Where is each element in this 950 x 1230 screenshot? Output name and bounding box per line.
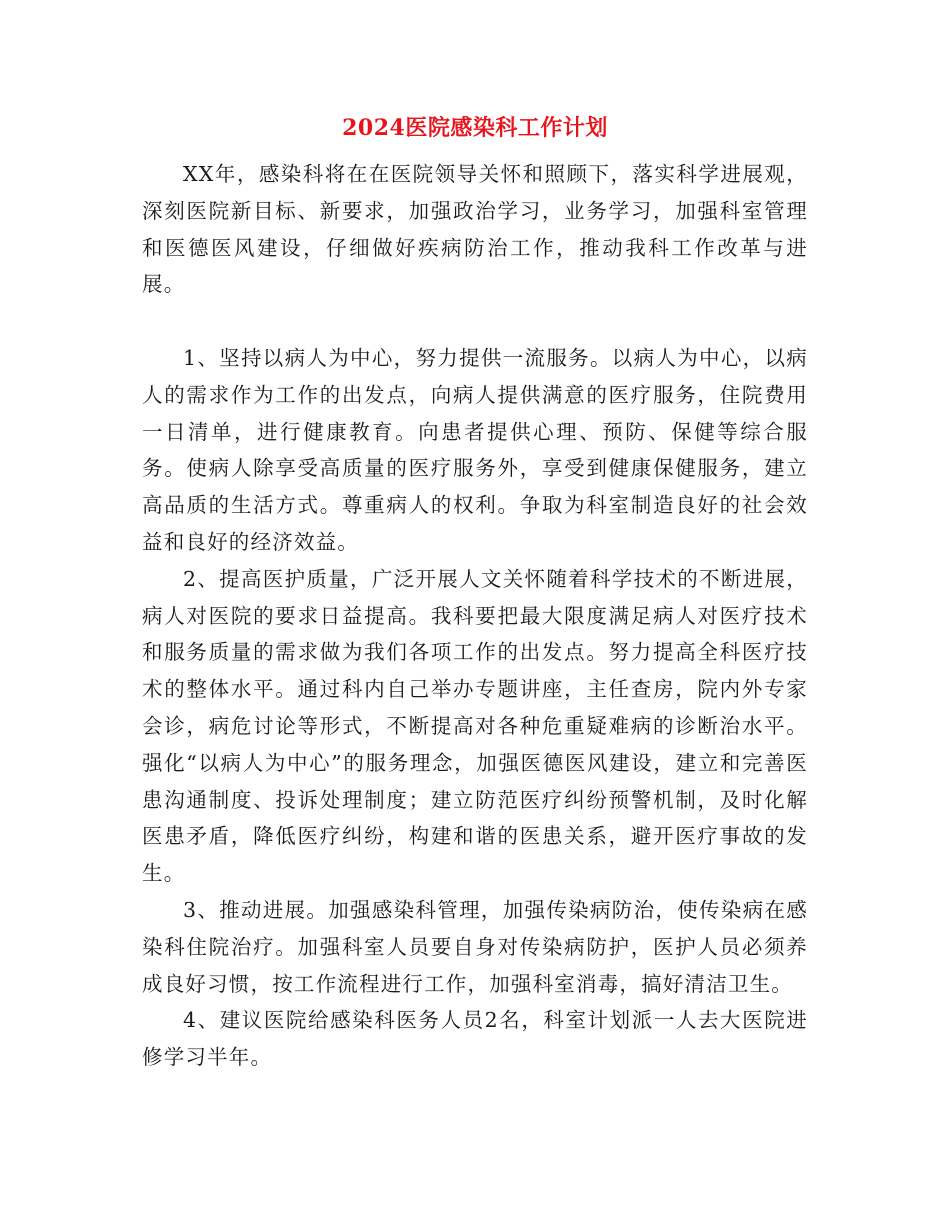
paragraph-item-2: 2、提高医护质量，广泛开展人文关怀随着科学技术的不断进展，病人对医院的要求日益提高。我科要把最大限度满足病人对医疗技术和服务质量的需求做为我们各项工作的出发点。努力提高全科医疗技术的整体水平。通过科内自己举办专题讲座，主任查房，院内外专家会诊，病危讨论等形式，不断提高对各种危重疑难病的诊断治水平。强化“以病人为中心”的服务理念，加强医德医风建设，建立和完善医患沟通制度、投诉处理制度；建立防范医疗纠纷预警机制，及时化解医患矛盾，降低医疗纠纷，构建和谐的医患关系，避开医疗事故的发生。 — [142, 566, 808, 886]
document-title: 2024医院感染科工作计划 — [342, 115, 608, 141]
paragraph-item-4: 4、建议医院给感染科医务人员2名，科室计划派一人去大医院进修学习半年。 — [142, 1008, 808, 1070]
paragraph-item-3: 3、推动进展。加强感染科管理，加强传染病防治，使传染病在感染科住院治疗。加强科室人员要自身对传染病防护，医护人员必须养成良好习惯，按工作流程进行工作，加强科室消毒，搞好清洁卫生。 — [142, 897, 808, 996]
paragraph-intro: XX年，感染科将在在医院领导关怀和照顾下，落实科学进展观，深刻医院新目标、新要求，加强政治学习，业务学习，加强科室管理和医德医风建设，仔细做好疾病防治工作，推动我科工作改革与进展。 — [142, 162, 808, 297]
document-body — [142, 156, 808, 1076]
paragraph-item-1: 1、坚持以病人为中心，努力提供一流服务。以病人为中心，以病人的需求作为工作的出发点，向病人提供满意的医疗服务，住院费用一日清单，进行健康教育。向患者提供心理、预防、保健等综合服务。使病人除享受高质量的医疗服务外，享受到健康保健服务，建立高品质的生活方式。尊重病人的权利。争取为科室制造良好的社会效益和良好的经济效益。 — [142, 345, 808, 554]
